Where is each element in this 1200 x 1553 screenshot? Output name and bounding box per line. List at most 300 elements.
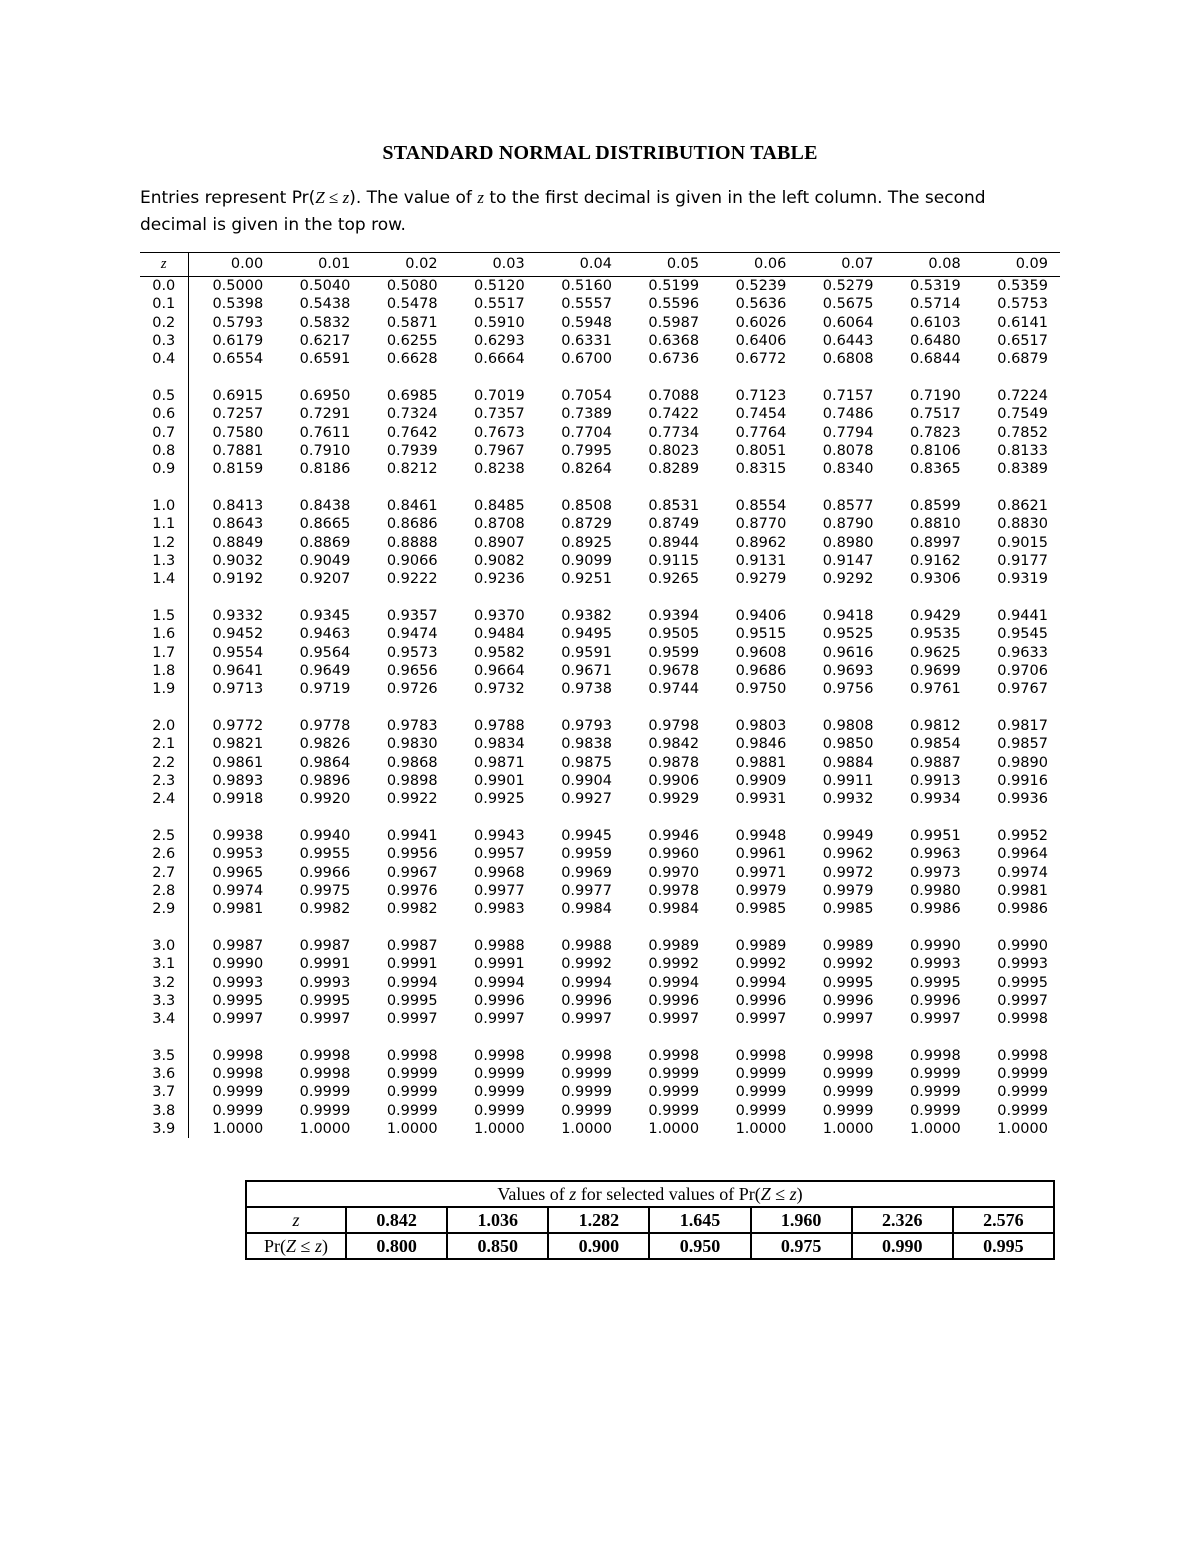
z-table-cell: 0.5080 — [386, 278, 438, 294]
z-table-cell: 0.9738 — [561, 681, 612, 698]
z-table-cell: 0.9989 — [648, 937, 700, 954]
z-table-cell: 0.9929 — [648, 791, 700, 808]
z-table-column-header: 0.05 — [624, 253, 711, 277]
z-table-cell: 0.9972 — [822, 864, 874, 881]
z-table-cell: 0.9633 — [997, 644, 1048, 661]
z-table-cell: 0.9573 — [386, 644, 438, 661]
z-table-cell: 0.9999 — [648, 1084, 700, 1101]
z-row-label: 2.5 — [140, 827, 188, 845]
z-table-cell: 0.8577 — [822, 497, 874, 514]
z-table-cell: 0.6368 — [648, 332, 700, 349]
z-table-cell: 0.9982 — [299, 901, 351, 918]
z-table-cell: 0.9625 — [909, 644, 961, 661]
z-table-cell: 0.9995 — [299, 992, 351, 1009]
z-table-cell: 0.9997 — [648, 1011, 700, 1028]
z-table-cell: 0.9987 — [386, 937, 438, 954]
z-table-cell: 0.8485 — [474, 497, 525, 514]
z-table-cell: 0.9988 — [474, 937, 525, 954]
z-row-label: 2.8 — [140, 882, 188, 900]
z-table-cell: 0.8980 — [822, 534, 874, 551]
z-table-cell: 0.9999 — [909, 1084, 961, 1101]
z-table-cell: 0.9996 — [648, 992, 700, 1009]
z-table-cell: 0.9812 — [909, 717, 961, 734]
z-table-cell: 0.9881 — [735, 754, 787, 771]
z-table-cell: 0.7910 — [299, 442, 351, 459]
z-table-cell: 0.9999 — [822, 1084, 874, 1101]
z-table-column-header: 0.06 — [711, 253, 798, 277]
z-table-cell: 0.7642 — [386, 424, 438, 441]
z-table-cell: 0.9996 — [561, 992, 612, 1009]
z-table-cell: 0.5832 — [299, 314, 351, 331]
z-table-cell: 0.9976 — [386, 882, 438, 899]
z-table-cell: 0.9999 — [212, 1084, 264, 1101]
z-table-body — [140, 277, 1060, 1139]
z-table-cell: 0.8830 — [997, 516, 1048, 533]
z-table-cell: 0.9998 — [474, 1047, 525, 1064]
z-table-cell: 0.9986 — [997, 901, 1048, 918]
z-table-cell: 0.9945 — [561, 827, 612, 844]
z-table-cell: 0.9756 — [822, 681, 874, 698]
z-table-cell: 0.9995 — [909, 974, 961, 991]
z-table-cell: 0.9608 — [735, 644, 787, 661]
z-table-cell: 0.9999 — [909, 1102, 961, 1119]
group-spacer — [140, 588, 1060, 607]
z-row-label: 0.2 — [140, 314, 188, 332]
z-table-cell: 0.9319 — [997, 571, 1048, 588]
z-table-cell: 0.8238 — [474, 461, 525, 478]
z-table-cell: 0.9963 — [909, 846, 961, 863]
caption-le: ≤ — [770, 1183, 790, 1204]
z-table-cell: 0.8599 — [909, 497, 961, 514]
z-table-row — [140, 295, 1060, 313]
z-table-cell: 0.6736 — [648, 351, 700, 368]
z-table-cell: 0.9997 — [386, 1011, 438, 1028]
z-row-label: 3.5 — [140, 1047, 188, 1065]
z-row-label: 0.3 — [140, 332, 188, 350]
z-table-cell: 0.6664 — [474, 351, 525, 368]
z-table-cell: 0.9999 — [212, 1102, 264, 1119]
z-table-cell: 0.9616 — [822, 644, 874, 661]
z-table-cell: 1.0000 — [561, 1121, 612, 1138]
z-row-label: 1.8 — [140, 662, 188, 680]
z-row-label: 2.6 — [140, 845, 188, 863]
selected-pr-value: 0.950 — [649, 1233, 750, 1259]
z-table-cell: 0.7454 — [735, 406, 787, 423]
z-table-row — [140, 1010, 1060, 1028]
z-table-cell: 0.9778 — [299, 717, 351, 734]
z-table-cell: 0.9999 — [997, 1066, 1048, 1083]
z-table-cell: 0.9582 — [474, 644, 525, 661]
selected-values-caption-row — [246, 1181, 1054, 1207]
z-table-cell: 0.8621 — [997, 497, 1048, 514]
z-table-row — [140, 955, 1060, 973]
z-table-cell: 0.5948 — [561, 314, 612, 331]
z-table-cell: 0.9599 — [648, 644, 700, 661]
z-table-cell: 0.9989 — [822, 937, 874, 954]
z-table-cell: 0.9066 — [386, 552, 438, 569]
z-table-cell: 0.9988 — [561, 937, 612, 954]
z-table-cell: 0.9990 — [997, 937, 1048, 954]
z-table-cell: 0.5359 — [997, 278, 1048, 294]
z-table-cell: 0.9772 — [212, 717, 264, 734]
z-table-cell: 0.9911 — [822, 772, 874, 789]
intro-text-1: Entries represent Pr( — [140, 188, 316, 208]
z-table-cell: 0.9931 — [735, 791, 787, 808]
z-table-cell: 0.9995 — [822, 974, 874, 991]
z-table-cell: 1.0000 — [299, 1121, 351, 1138]
z-table-cell: 0.9996 — [822, 992, 874, 1009]
z-row-label: 3.0 — [140, 937, 188, 955]
z-table-cell: 0.9998 — [909, 1047, 961, 1064]
z-table-cell: 0.9370 — [474, 607, 525, 624]
z-table-cell: 0.9671 — [561, 662, 612, 679]
z-table-cell: 0.6700 — [561, 351, 612, 368]
z-table-cell: 0.9406 — [735, 607, 787, 624]
z-table-cell: 0.7123 — [735, 387, 787, 404]
z-table-cell: 0.9999 — [474, 1066, 525, 1083]
z-table-cell: 0.7157 — [822, 387, 874, 404]
z-table-cell: 0.9999 — [909, 1066, 961, 1083]
z-table-row — [140, 827, 1060, 845]
z-table-row — [140, 534, 1060, 552]
z-table-cell: 0.5871 — [386, 314, 438, 331]
z-row-label: 0.7 — [140, 424, 188, 442]
spacer-cell — [140, 368, 188, 387]
z-table-cell: 0.9998 — [997, 1011, 1048, 1028]
z-table-cell: 0.9968 — [474, 864, 525, 881]
z-table-cell: 0.7389 — [561, 406, 612, 423]
z-table-cell: 0.9082 — [474, 552, 525, 569]
z-table-cell: 0.9941 — [386, 827, 438, 844]
z-table-cell: 0.8133 — [997, 442, 1048, 459]
z-table-cell: 0.9940 — [299, 827, 351, 844]
z-table-cell: 0.9545 — [997, 626, 1048, 643]
z-table-cell: 0.9332 — [212, 607, 264, 624]
z-table-cell: 0.9821 — [212, 736, 264, 753]
group-spacer — [140, 368, 1060, 387]
z-table-cell: 0.9996 — [735, 992, 787, 1009]
z-table-cell: 0.6517 — [997, 332, 1048, 349]
z-table-cell: 0.5120 — [474, 278, 525, 294]
z-table-cell: 0.9999 — [299, 1102, 351, 1119]
z-table-cell: 0.5753 — [997, 296, 1048, 313]
z-table-cell: 0.9975 — [299, 882, 351, 899]
z-table-cell: 0.9938 — [212, 827, 264, 844]
z-table-cell: 0.7486 — [822, 406, 874, 423]
selected-pr-value: 0.900 — [548, 1233, 649, 1259]
z-table-cell: 0.5517 — [474, 296, 525, 313]
z-table-cell: 0.9977 — [561, 882, 612, 899]
selected-pr-value: 0.975 — [751, 1233, 852, 1259]
z-table-cell: 0.8531 — [648, 497, 700, 514]
z-table-cell: 0.5793 — [212, 314, 264, 331]
z-table-cell: 0.9177 — [997, 552, 1048, 569]
z-table-cell: 0.9981 — [212, 901, 264, 918]
z-table-row — [140, 405, 1060, 423]
z-table-column-header: 0.07 — [798, 253, 885, 277]
z-table-cell: 0.9236 — [474, 571, 525, 588]
z-table-cell: 0.6406 — [735, 332, 787, 349]
intro-z2: z — [477, 188, 484, 207]
pr-label-text-1: Pr( — [264, 1235, 287, 1256]
z-table-row — [140, 387, 1060, 405]
z-row-label: 1.1 — [140, 515, 188, 533]
z-table-cell: 0.9997 — [474, 1011, 525, 1028]
z-table-cell: 0.9761 — [909, 681, 961, 698]
z-table-cell: 0.8869 — [299, 534, 351, 551]
spacer-cell — [140, 918, 188, 937]
z-table-cell: 0.9265 — [648, 571, 700, 588]
z-table-cell: 0.9984 — [561, 901, 612, 918]
z-table-cell: 0.9993 — [997, 956, 1048, 973]
z-table-cell: 0.6331 — [561, 332, 612, 349]
z-row-label: 2.1 — [140, 735, 188, 753]
z-table-cell: 0.9994 — [735, 974, 787, 991]
z-table-corner: z — [140, 253, 188, 277]
z-table-cell: 0.9992 — [648, 956, 700, 973]
z-table-cell: 0.5239 — [735, 278, 787, 294]
z-row-label: 3.1 — [140, 955, 188, 973]
z-row-label: 3.9 — [140, 1120, 188, 1138]
z-table-cell: 0.8186 — [299, 461, 351, 478]
z-table-cell: 0.9535 — [909, 626, 961, 643]
z-table-cell: 0.9956 — [386, 846, 438, 863]
z-table-cell: 0.9992 — [561, 956, 612, 973]
z-table-cell: 0.8665 — [299, 516, 351, 533]
z-table-cell: 0.9998 — [735, 1047, 787, 1064]
z-table-cell: 0.6628 — [386, 351, 438, 368]
z-table-cell: 0.9854 — [909, 736, 961, 753]
z-table-row — [140, 790, 1060, 808]
spacer-cell — [140, 808, 188, 827]
z-table-cell: 0.9991 — [299, 956, 351, 973]
z-table-cell: 0.9998 — [212, 1066, 264, 1083]
spacer-cell — [140, 478, 188, 497]
z-table-cell: 0.9993 — [909, 956, 961, 973]
z-table-cell: 0.8289 — [648, 461, 700, 478]
z-table-column-header: 0.04 — [537, 253, 624, 277]
z-table-cell: 0.9418 — [822, 607, 874, 624]
z-table-cell: 0.9222 — [386, 571, 438, 588]
z-table-cell: 0.6293 — [474, 332, 525, 349]
z-table-cell: 0.9838 — [561, 736, 612, 753]
z-table-cell: 0.9207 — [299, 571, 351, 588]
z-table-cell: 0.9970 — [648, 864, 700, 881]
selected-pr-row — [246, 1233, 1054, 1259]
z-table-row — [140, 882, 1060, 900]
z-table-cell: 0.9993 — [212, 974, 264, 991]
z-table-cell: 0.9992 — [822, 956, 874, 973]
z-table-cell: 0.9985 — [735, 901, 787, 918]
z-table-cell: 0.8907 — [474, 534, 525, 551]
z-table-header-row — [140, 253, 1060, 277]
selected-pr-value: 0.800 — [346, 1233, 447, 1259]
z-table-cell: 0.9842 — [648, 736, 700, 753]
z-table-cell: 0.9951 — [909, 827, 961, 844]
group-spacer — [140, 808, 1060, 827]
z-table-cell: 0.7422 — [648, 406, 700, 423]
z-table-cell: 0.9959 — [561, 846, 612, 863]
caption-z2: z — [789, 1183, 797, 1204]
z-row-label: 0.0 — [140, 277, 188, 296]
z-table-cell: 0.7357 — [474, 406, 525, 423]
z-table-cell: 0.7224 — [997, 387, 1048, 404]
z-table-cell: 1.0000 — [822, 1121, 874, 1138]
z-table-cell: 0.9996 — [909, 992, 961, 1009]
z-table-cell: 0.9394 — [648, 607, 700, 624]
z-table-cell: 0.6026 — [735, 314, 787, 331]
z-table-cell: 0.8389 — [997, 461, 1048, 478]
z-table-cell: 0.6255 — [386, 332, 438, 349]
z-table-cell: 0.7967 — [474, 442, 525, 459]
z-table-cell: 0.7673 — [474, 424, 525, 441]
z-table-cell: 0.8438 — [299, 497, 351, 514]
z-table-cell: 0.8508 — [561, 497, 612, 514]
z-table-cell: 0.9868 — [386, 754, 438, 771]
z-table-cell: 0.9967 — [386, 864, 438, 881]
z-table-cell: 0.9990 — [909, 937, 961, 954]
pr-label-Z: Z — [286, 1235, 297, 1256]
z-table-cell: 0.9983 — [474, 901, 525, 918]
z-table-cell: 0.9279 — [735, 571, 787, 588]
z-row-label: 3.4 — [140, 1010, 188, 1028]
z-table-cell: 1.0000 — [735, 1121, 787, 1138]
selected-z-row — [246, 1207, 1054, 1233]
z-table-row — [140, 314, 1060, 332]
selected-pr-value: 0.995 — [953, 1233, 1054, 1259]
z-table-cell: 0.7995 — [561, 442, 612, 459]
z-table-cell: 0.9591 — [561, 644, 612, 661]
z-table-cell: 0.9898 — [386, 772, 438, 789]
selected-z-row-label: z — [246, 1207, 346, 1233]
z-table-cell: 0.5910 — [474, 314, 525, 331]
z-table-cell: 0.9878 — [648, 754, 700, 771]
z-table-cell: 0.7019 — [474, 387, 525, 404]
z-table-cell: 0.9946 — [648, 827, 700, 844]
z-table-row — [140, 350, 1060, 368]
z-table-row — [140, 460, 1060, 478]
z-table-cell: 0.9893 — [212, 772, 264, 789]
z-table-cell: 0.9693 — [822, 662, 874, 679]
z-table-cell: 0.9974 — [997, 864, 1048, 881]
z-table-cell: 0.8106 — [909, 442, 961, 459]
z-table-cell: 0.9767 — [997, 681, 1048, 698]
z-table-cell: 0.9525 — [822, 626, 874, 643]
z-table-cell: 0.9032 — [212, 552, 264, 569]
z-table-cell: 0.8925 — [561, 534, 612, 551]
z-table-cell: 0.9649 — [299, 662, 351, 679]
z-table-cell: 0.9131 — [735, 552, 787, 569]
z-table-cell: 0.5398 — [212, 296, 264, 313]
z-table-row — [140, 515, 1060, 533]
z-table-cell: 0.9115 — [648, 552, 700, 569]
z-table-cell: 0.9994 — [648, 974, 700, 991]
z-table-cell: 0.9452 — [212, 626, 264, 643]
z-table-cell: 0.9948 — [735, 827, 787, 844]
caption-text-1: Values of — [497, 1183, 570, 1204]
z-table-cell: 0.9997 — [735, 1011, 787, 1028]
z-table-cell: 0.9994 — [561, 974, 612, 991]
z-table-cell: 0.9554 — [212, 644, 264, 661]
z-row-label: 2.9 — [140, 900, 188, 918]
z-table-cell: 0.9656 — [386, 662, 438, 679]
z-table-row — [140, 277, 1060, 296]
z-row-label: 0.1 — [140, 295, 188, 313]
z-table-cell: 0.7517 — [909, 406, 961, 423]
z-row-label: 2.2 — [140, 754, 188, 772]
z-table-cell: 0.9991 — [474, 956, 525, 973]
z-table-cell: 0.9015 — [997, 534, 1048, 551]
z-table-cell: 0.5279 — [822, 278, 874, 294]
z-table-cell: 0.8051 — [735, 442, 787, 459]
z-row-label: 1.3 — [140, 552, 188, 570]
intro-Z: Z — [315, 188, 325, 207]
intro-paragraph — [140, 184, 1040, 239]
z-table-cell: 0.8790 — [822, 516, 874, 533]
z-table-row — [140, 974, 1060, 992]
spacer-cell — [188, 918, 1060, 937]
caption-text-3: ) — [796, 1183, 803, 1204]
z-table-cell: 1.0000 — [648, 1121, 700, 1138]
z-table-cell: 0.9987 — [212, 937, 264, 954]
z-table-cell: 0.9744 — [648, 681, 700, 698]
z-table-row — [140, 772, 1060, 790]
z-table-cell: 0.9719 — [299, 681, 351, 698]
z-table-cell: 0.9463 — [299, 626, 351, 643]
z-table-cell: 0.7054 — [561, 387, 612, 404]
z-table-cell: 0.9934 — [909, 791, 961, 808]
z-row-label: 0.6 — [140, 405, 188, 423]
z-table-cell: 0.9995 — [386, 992, 438, 1009]
z-table-cell: 0.9306 — [909, 571, 961, 588]
selected-z-value: 1.645 — [649, 1207, 750, 1233]
z-table-cell: 0.9999 — [299, 1084, 351, 1101]
z-table-cell: 0.9961 — [735, 846, 787, 863]
z-table-cell: 0.9999 — [386, 1084, 438, 1101]
z-table-cell: 0.9441 — [997, 607, 1048, 624]
z-table-row — [140, 1083, 1060, 1101]
z-table-cell: 0.8888 — [386, 534, 438, 551]
z-row-label: 1.5 — [140, 607, 188, 625]
z-table-cell: 0.9994 — [474, 974, 525, 991]
selected-pr-row-label — [246, 1233, 346, 1259]
z-table-cell: 0.9192 — [212, 571, 264, 588]
z-table-cell: 0.9936 — [997, 791, 1048, 808]
z-table-row — [140, 735, 1060, 753]
spacer-cell — [188, 478, 1060, 497]
z-table-cell: 0.9962 — [822, 846, 874, 863]
z-table-cell: 0.9966 — [299, 864, 351, 881]
z-table-cell: 0.9986 — [909, 901, 961, 918]
z-table-column-header: 0.03 — [450, 253, 537, 277]
z-table-cell: 0.9927 — [561, 791, 612, 808]
z-table-cell: 0.9884 — [822, 754, 874, 771]
z-table-cell: 0.7939 — [386, 442, 438, 459]
selected-pr-value: 0.850 — [447, 1233, 548, 1259]
z-table-row — [140, 992, 1060, 1010]
z-table-cell: 0.9969 — [561, 864, 612, 881]
selected-z-value: 0.842 — [346, 1207, 447, 1233]
z-table-cell: 0.5438 — [299, 296, 351, 313]
z-table-cell: 0.9699 — [909, 662, 961, 679]
z-table-cell: 0.9515 — [735, 626, 787, 643]
z-table-cell: 0.9793 — [561, 717, 612, 734]
z-table-cell: 0.9981 — [997, 882, 1048, 899]
z-table-row — [140, 607, 1060, 625]
z-table-cell: 0.9978 — [648, 882, 700, 899]
z-table-cell: 0.9987 — [299, 937, 351, 954]
z-table-cell: 0.8708 — [474, 516, 525, 533]
